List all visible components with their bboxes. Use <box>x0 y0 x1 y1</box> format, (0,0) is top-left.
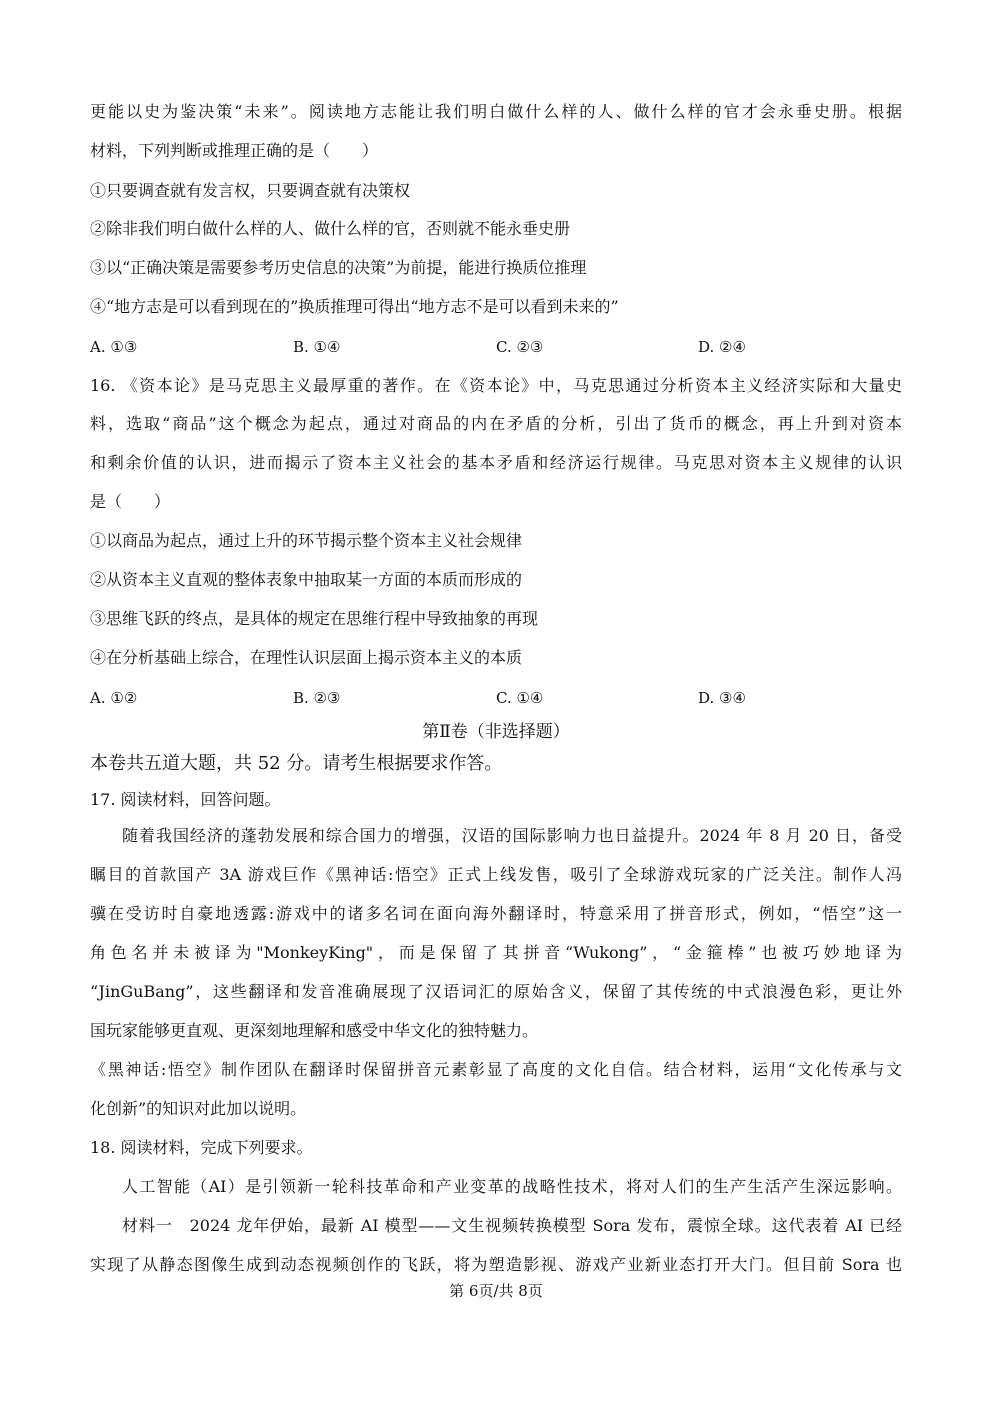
q17-material-line-6: 国玩家能够更直观、更深刻地理解和感受中华文化的独特魅力。 <box>90 1021 539 1040</box>
q15-option-b: B. ①④ <box>293 338 341 356</box>
q15-option-a: A. ①③ <box>90 338 138 356</box>
q18-material-1-line-2: 实现了从静态图像生成到动态视频创作的飞跃，将为塑造影视、游戏产业新业态打开大门。但目前 Sora 也 <box>90 1255 902 1274</box>
q16-statement-3: ③思维飞跃的终点，是具体的规定在思维行程中导致抽象的再现 <box>90 609 539 628</box>
q15-statement-4: ④“地方志是可以看到现在的”换质推理可得出“地方志不是可以看到未来的” <box>90 297 619 316</box>
q16-option-d: D. ③④ <box>698 689 746 707</box>
q17-material-line-2: 瞩目的首款国产 3A 游戏巨作《黑神话:悟空》正式上线发售，吸引了全球游戏玩家的广泛关注。制作人冯 <box>90 865 902 884</box>
page-footer: 第 6页/共 8页 <box>449 1282 543 1300</box>
q17-material-line-5: “JinGuBang”，这些翻译和发音准确展现了汉语词汇的原始含义，保留了其传统的中式浪漫色彩，更让外 <box>90 982 902 1001</box>
q17-material-line-4: 角色名并未被译为"MonkeyKing"，而是保留了其拼音“Wukong”，“金箍棒”也被巧妙地译为 <box>90 943 902 962</box>
q15-statement-2: ②除非我们明白做什么样的人、做什么样的官，否则就不能永垂史册 <box>90 219 571 238</box>
q15-statement-1: ①只要调查就有发言权，只要调查就有决策权 <box>90 181 411 200</box>
q15-option-d: D. ②④ <box>698 338 746 356</box>
q18-heading: 18. 阅读材料，完成下列要求。 <box>90 1138 313 1157</box>
q17-question-line-1: 《黑神话:悟空》制作团队在翻译时保留拼音元素彰显了高度的文化自信。结合材料，运用“文化传承与文 <box>90 1060 902 1079</box>
q15-statement-3: ③以“正确决策是需要参考历史信息的决策”为前提，能进行换质位推理 <box>90 258 587 277</box>
section-2-intro: 本卷共五道大题，共 52 分。请考生根据要求作答。 <box>90 753 503 774</box>
q16-stem-line-4: 是（ ） <box>90 492 171 511</box>
q17-material-line-1: 随着我国经济的蓬勃发展和综合国力的增强，汉语的国际影响力也日益提升。2024 年 8 月 20 日，备受 <box>122 826 902 845</box>
q17-heading: 17. 阅读材料，回答问题。 <box>90 790 281 809</box>
q16-option-b: B. ②③ <box>293 689 341 707</box>
q17-material-line-3: 骥在受访时自豪地透露:游戏中的诸多名词在面向海外翻译时，特意采用了拼音形式，例如，“悟空”这一 <box>90 904 902 923</box>
q16-statement-1: ①以商品为起点，通过上升的环节揭示整个资本主义社会规律 <box>90 531 523 550</box>
q16-statement-4: ④在分析基础上综合，在理性认识层面上揭示资本主义的本质 <box>90 648 523 667</box>
q16-option-a: A. ①② <box>90 689 138 707</box>
q18-material-1-line-1: 材料一 2024 龙年伊始，最新 AI 模型——文生视频转换模型 Sora 发布，震惊全球。这代表着 AI 已经 <box>122 1216 902 1235</box>
section-2-title: 第Ⅱ卷（非选择题） <box>422 722 570 742</box>
q16-stem-line-1: 16. 《资本论》是马克思主义最厚重的著作。在《资本论》中，马克思通过分析资本主义经济实际和大量史 <box>90 376 902 395</box>
q15-option-c: C. ②③ <box>496 338 544 356</box>
q18-intro-line: 人工智能（AI）是引领新一轮科技革命和产业变革的战略性技术，将对人们的生产生活产生深远影响。 <box>122 1177 902 1196</box>
q17-question-line-2: 化创新”的知识对此加以说明。 <box>90 1099 307 1118</box>
q16-option-c: C. ①④ <box>496 689 544 707</box>
q15-stem-line-2: 材料，下列判断或推理正确的是（ ） <box>90 141 379 160</box>
q16-stem-line-2: 料，选取“商品”这个概念为起点，通过对商品的内在矛盾的分析，引出了货币的概念，再上升到对资本 <box>90 414 902 433</box>
q16-stem-line-3: 和剩余价值的认识，进而揭示了资本主义社会的基本矛盾和经济运行规律。马克思对资本主义规律的认识 <box>90 453 902 472</box>
q15-stem-line-1: 更能以史为鉴决策“未来”。阅读地方志能让我们明白做什么样的人、做什么样的官才会永垂史册。根据 <box>90 102 902 121</box>
q16-statement-2: ②从资本主义直观的整体表象中抽取某一方面的本质而形成的 <box>90 570 523 589</box>
